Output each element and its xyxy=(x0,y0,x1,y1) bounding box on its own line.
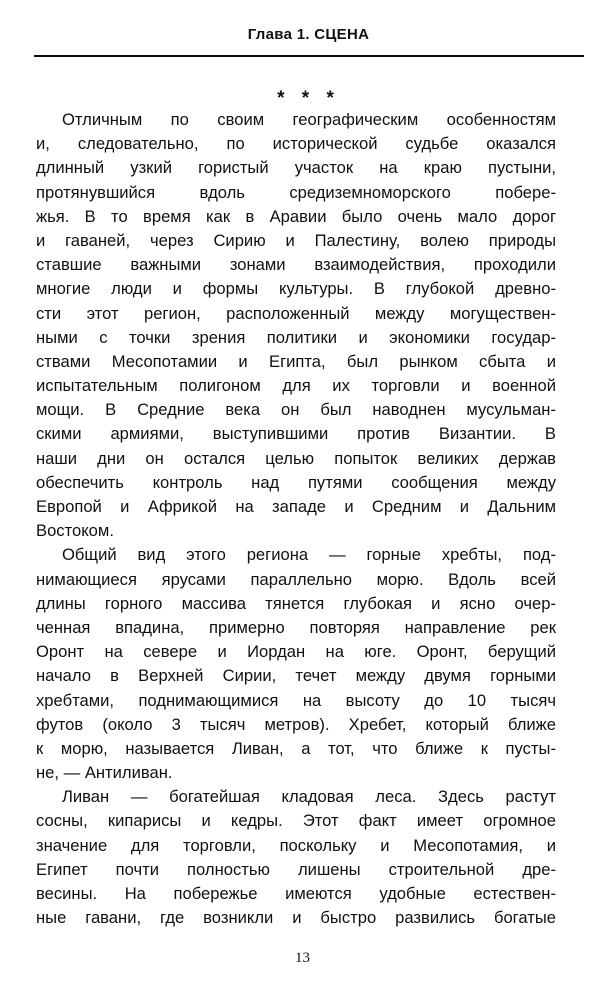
text-line: нимающиеся ярусами параллельно морю. Вдоль всей xyxy=(36,569,556,589)
text-line: и гаваней, через Сирию и Палестину, волею природы xyxy=(36,230,556,250)
text-line: Востоком. xyxy=(36,521,114,541)
text-line: Египет почти полностью лишены строительной дре- xyxy=(36,859,556,879)
text-line: значение для торговли, поскольку и Месопотамия, и xyxy=(36,835,556,855)
text-line: наши дни он остался целью попыток великих держав xyxy=(36,448,556,468)
body-text xyxy=(36,108,556,930)
text-line: футов (около 3 тысяч метров). Хребет, который ближе xyxy=(36,714,556,734)
paragraph xyxy=(36,785,556,930)
text-line: испытательным полигоном для их торговли и военной xyxy=(36,376,556,396)
text-line: протянувшийся вдоль средиземноморского побере- xyxy=(36,182,556,202)
text-line: весины. На побережье имеются удобные естествен- xyxy=(36,884,556,903)
text-line: Оронт на севере и Иордан на юге. Оронт, берущий xyxy=(36,642,556,662)
text-line: сосны, кипарисы и кедры. Этот факт имеет огромное xyxy=(36,811,556,831)
text-line: длинный узкий гористый участок на краю пустыни, xyxy=(36,158,556,178)
text-line: длины горного массива тянется глубокая и ясно очер- xyxy=(36,593,556,613)
text-line: хребтами, поднимающимися на высоту до 10 тысяч xyxy=(36,690,556,710)
text-line: сти этот регион, расположенный между могуществен- xyxy=(36,303,556,323)
text-line: Отличным по своим географическим особенностям xyxy=(62,110,556,129)
text-line: мощи. В Средние века он был наводнен мусульман- xyxy=(36,400,556,420)
text-line: скими армиями, выступившими против Византии. В xyxy=(36,424,556,444)
text-line: ставшие важными зонами взаимодействия, проходили xyxy=(36,255,556,275)
paragraph xyxy=(36,543,556,785)
text-line: Европой и Африкой на западе и Средним и Дальним xyxy=(36,497,556,516)
text-line: многие люди и формы культуры. В глубокой древно- xyxy=(36,279,556,299)
header-rule xyxy=(34,55,584,57)
page-number: 13 xyxy=(295,950,310,966)
text-line: к морю, называется Ливан, а тот, что ближе к пусты- xyxy=(36,738,556,758)
text-line: Ливан — богатейшая кладовая леса. Здесь растут xyxy=(62,787,556,807)
running-head: Глава 1. СЦЕНА xyxy=(247,26,370,43)
text-line: начало в Верхней Сирии, течет между двумя горными xyxy=(36,666,556,686)
section-separator: * * * xyxy=(277,88,340,109)
text-line: не, — Антиливан. xyxy=(36,763,173,783)
text-line: обеспечить контроль над путями сообщения между xyxy=(36,472,556,492)
text-line: Общий вид этого региона — горные хребты, под- xyxy=(62,545,556,565)
paragraph xyxy=(36,108,556,543)
text-line: ченная впадина, примерно повторяя направление рек xyxy=(36,617,556,637)
text-line: ные гавани, где возникли и быстро развились богатые xyxy=(36,908,556,928)
text-line: ными с точки зрения политики и экономики государ- xyxy=(36,327,556,347)
text-line: и, следовательно, по исторической судьбе оказался xyxy=(36,134,556,154)
text-line: жья. В то время как в Аравии было очень мало дорог xyxy=(36,206,556,226)
text-line: ствами Месопотамии и Египта, был рынком сбыта и xyxy=(36,351,556,371)
